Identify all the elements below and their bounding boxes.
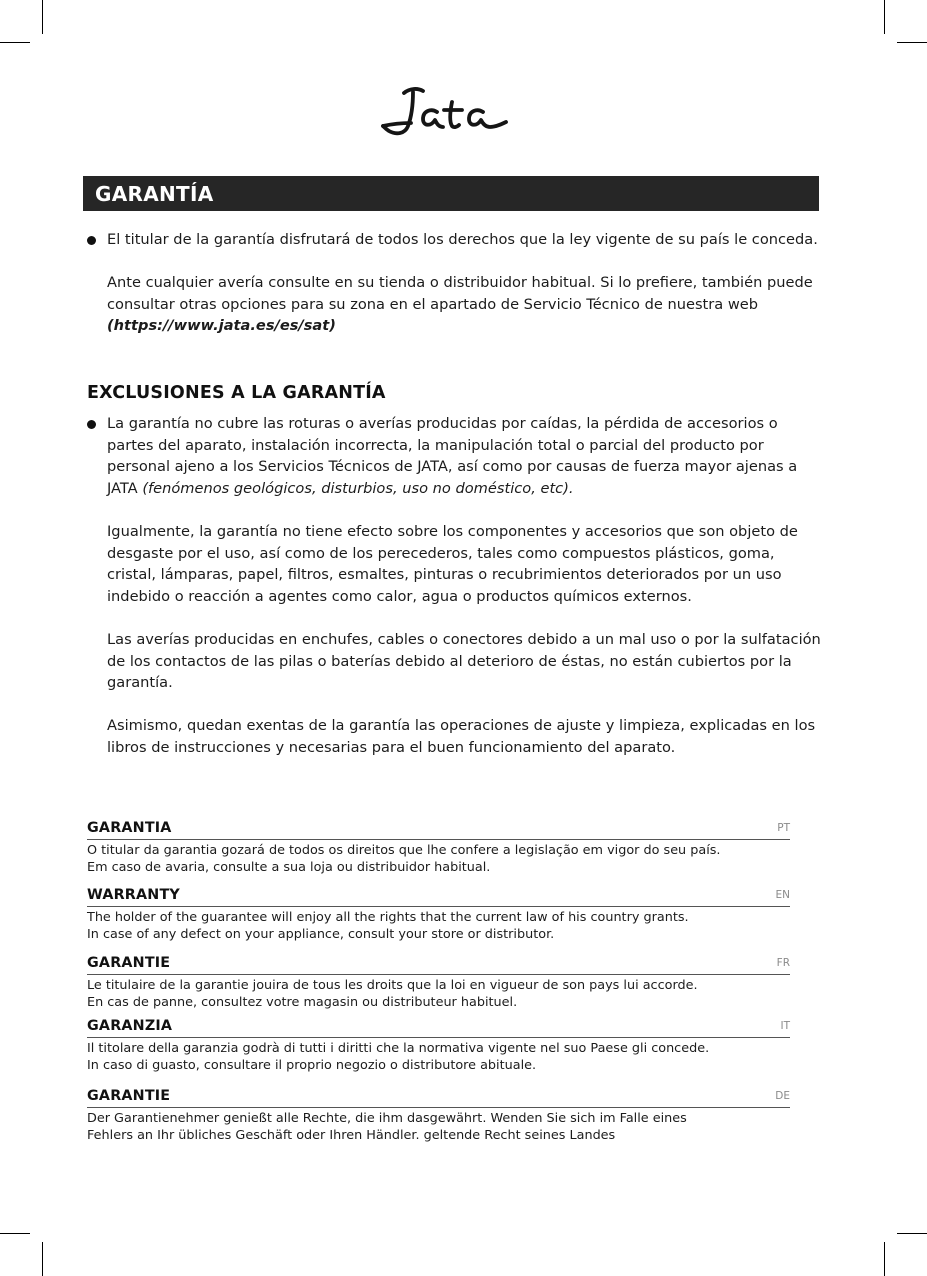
language-title: GARANZIA [87,1018,173,1034]
exclusions-paragraph-4: Asimismo, quedan exentas de la garantía las operaciones de ajuste y limpieza, explicadas en los libros de instrucciones y necesarias para el buen funcionamiento del aparato. [107,717,816,756]
crop-mark [0,1233,30,1234]
crop-mark [897,1233,927,1234]
language-line-1: Le titulaire de la garantie jouira de tous les droits que la loi en vigueur de son pays lui accorde. [87,978,698,993]
language-line-1: Il titolare della garanzia godrà di tutti i diritti che la normativa vigente nel suo Paese gli concede. [87,1041,710,1056]
crop-mark [42,0,43,34]
sat-link[interactable]: (https://www.jata.es/es/sat) [107,317,336,335]
language-code: DE [775,1090,790,1102]
language-line-2: In case of any defect on your appliance, consult your store or distributor. [87,927,555,942]
language-line-2: Fehlers an Ihr übliches Geschäft oder Ihren Händler. geltende Recht seines Landes [87,1128,616,1143]
language-code: EN [775,889,790,901]
crop-mark [897,42,927,43]
language-line-2: En cas de panne, consultez votre magasin ou distributeur habituel. [87,995,518,1010]
exclusions-paragraph-1 [107,413,822,499]
language-title: WARRANTY [87,887,180,903]
garantia-para-text: Ante cualquier avería consulte en su tienda o distribuidor habitual. Si lo prefiere, también puede consultar otras opciones para su zona en el apartado de Servicio Técnico de nuestra web [107,274,813,313]
language-line-2: In caso di guasto, consultare il proprio negozio o distributore abituale. [87,1058,537,1073]
language-title: GARANTIE [87,955,171,971]
language-section-pt [87,819,790,876]
crop-mark [884,0,885,34]
language-line-1: Der Garantienehmer genießt alle Rechte, die ihm dasgewährt. Wenden Sie sich im Falle eines [87,1111,687,1126]
language-title: GARANTIA [87,820,172,836]
language-title: GARANTIE [87,1088,171,1104]
language-line-1: The holder of the guarantee will enjoy all the rights that the current law of his country grants. [87,910,689,925]
garantia-text [107,229,822,337]
exclusions-title: EXCLUSIONES A LA GARANTÍA [87,383,386,403]
garantia-bullet-text: El titular de la garantía disfrutará de todos los derechos que la ley vigente de su país le conceda. [107,231,818,248]
language-section-en [87,886,790,943]
crop-mark [42,1242,43,1276]
language-section-de [87,1087,790,1144]
crop-mark [0,42,30,43]
language-line-1: O titular da garantia gozará de todos os direitos que lhe confere a legislação em vigor do seu país. [87,843,721,858]
section-title-garantia: GARANTÍA [95,182,214,206]
crop-mark [884,1242,885,1276]
exclusions-text [107,413,822,759]
bullet-icon [87,236,96,245]
language-line-2: Em caso de avaria, consulte a sua loja ou distribuidor habitual. [87,860,491,875]
language-code: FR [776,957,790,969]
language-code: PT [777,822,790,834]
bullet-icon [87,420,96,429]
exclusions-paragraph-2: Igualmente, la garantía no tiene efecto sobre los componentes y accesorios que son objeto de desgaste por el uso, así como de los perecederos, tales como compuestos plásticos, goma, cristal, lámparas, papel, filtros, esmaltes, pinturas o recubrimientos deteriorados por un uso indebido o reacción a agentes como calor, agua o productos químicos externos. [107,522,798,605]
language-section-it [87,1017,790,1074]
exclusions-paragraph-3: Las averías producidas en enchufes, cables o conectores debido a un mal uso o por la sulfatación de los contactos de las pilas o baterías debido al deterioro de éstas, no están cubiertos por la garantía. [107,630,821,692]
exclusions-p1-text: La garantía no cubre las roturas o averías producidas por caídas, la pérdida de accesorios o partes del aparato, instalación incorrecta, la manipulación total o parcial del producto por personal ajeno a los Servicios Técnicos de JATA, así como por causas de fuerza mayor ajenas a JATA [107,415,798,497]
language-section-fr [87,954,790,1011]
exclusions-p1-note: (fenómenos geológicos, disturbios, uso no doméstico, etc). [142,479,574,497]
section-banner [83,176,819,211]
language-code: IT [780,1020,790,1032]
jata-logo [380,84,514,142]
garantia-paragraph [107,272,822,337]
